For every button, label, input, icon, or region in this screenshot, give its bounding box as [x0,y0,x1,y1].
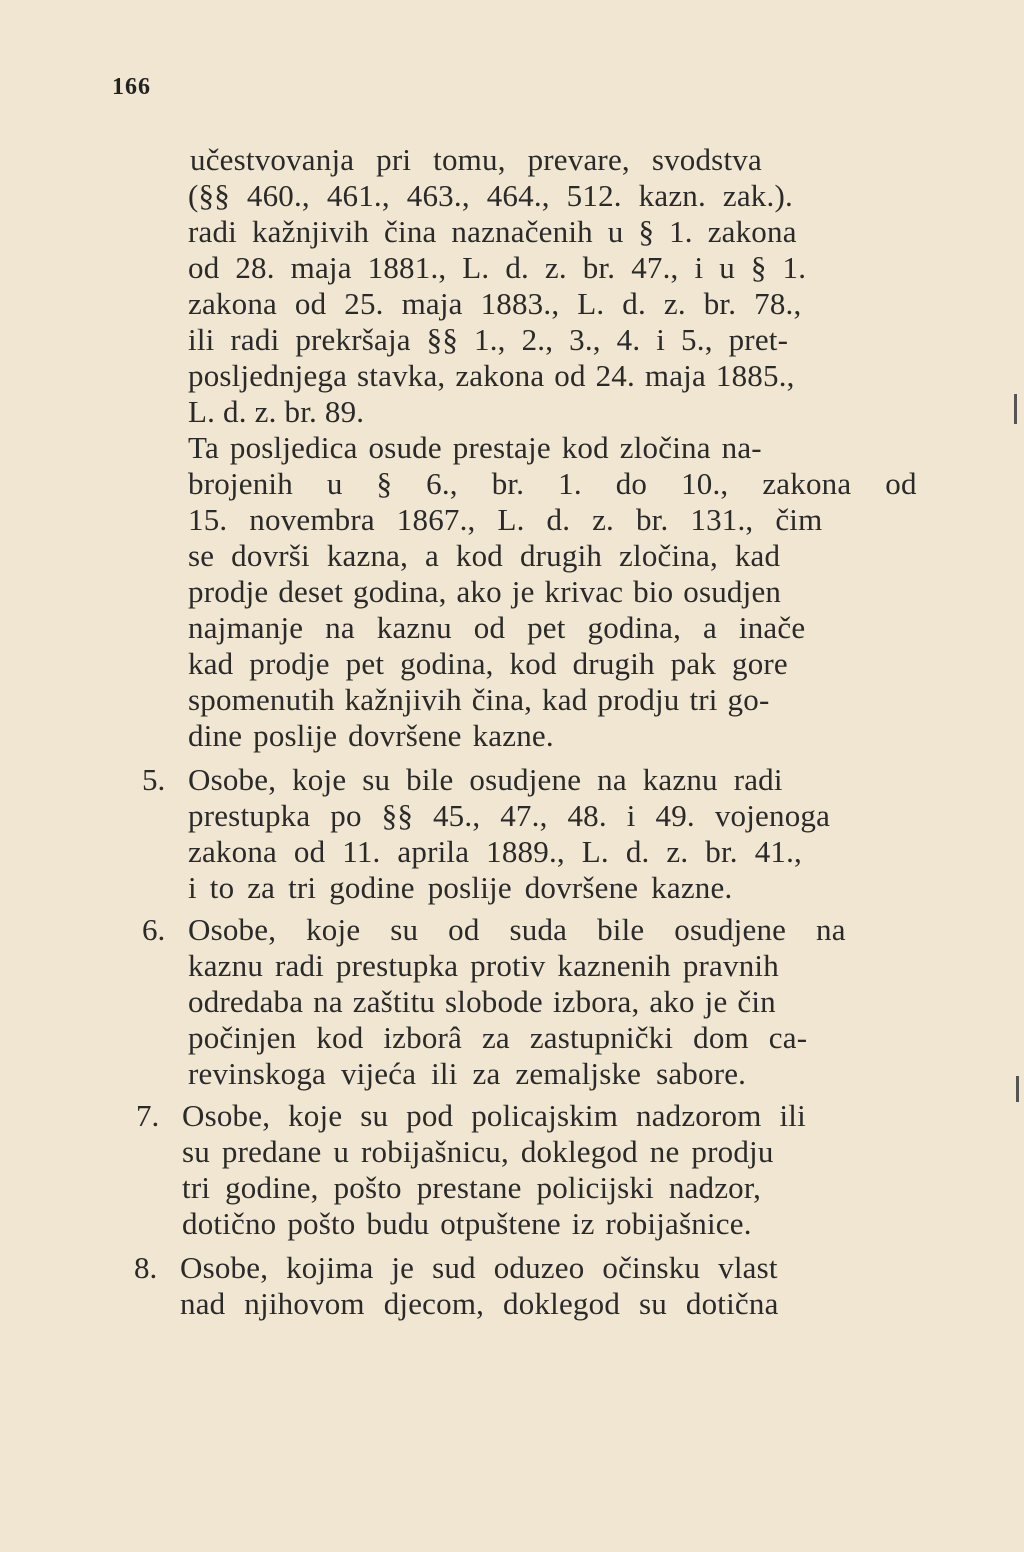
list-item-line: tri godine, pošto prestane policijski nadzor, [182,1170,762,1205]
list-item-line: i to za tri godine poslije dovršene kazne. [188,870,733,905]
list-item-line: dotično pošto budu otpuštene iz robijašnice. [182,1206,752,1241]
text-line: učestvovanja pri tomu, prevare, svodstva [190,142,762,177]
list-item-line: nad njihovom djecom, doklegod su dotična [180,1286,779,1321]
list-item-line: Osobe, koje su od suda bile osudjene na [188,912,846,947]
text-line: od 28. maja 1881., L. d. z. br. 47., i u § 1. [188,250,807,285]
list-item-line: odredaba na zaštitu slobode izbora, ako je čin [188,984,776,1019]
list-item-line: Osobe, kojima je sud oduzeo očinsku vlast [180,1250,778,1285]
text-line: dine poslije dovršene kazne. [188,718,554,753]
text-line: radi kažnjivih čina naznačenih u § 1. zakona [188,214,797,249]
list-item-number: 8. [134,1250,158,1285]
list-item-line: Osobe, koje su bile osudjene na kaznu radi [188,762,783,797]
list-item-line: zakona od 11. aprila 1889., L. d. z. br. 41., [188,834,803,869]
text-line: Ta posljedica osude prestaje kod zločina na- [188,430,762,465]
list-item-number: 6. [142,912,166,947]
text-line: (§§ 460., 461., 463., 464., 512. kazn. zak.). [188,178,793,213]
text-line: kad prodje pet godina, kod drugih pak gore [188,646,788,681]
scan-edge-mark [1016,1076,1019,1102]
text-line: zakona od 25. maja 1883., L. d. z. br. 78., [188,286,802,321]
text-line: brojenih u § 6., br. 1. do 10., zakona od [188,466,917,501]
scan-edge-mark [1014,394,1017,424]
list-item-line: kaznu radi prestupka protiv kaznenih pravnih [188,948,779,983]
text-line: ili radi prekršaja §§ 1., 2., 3., 4. i 5., pret- [188,322,789,357]
text-line: 15. novembra 1867., L. d. z. br. 131., čim [188,502,823,537]
list-item-line: prestupka po §§ 45., 47., 48. i 49. vojenoga [188,798,831,833]
text-line: prodje deset godina, ako je krivac bio osudjen [188,574,782,609]
text-line: spomenutih kažnjivih čina, kad prodju tri go- [188,682,770,717]
list-item-line: revinskoga vijeća ili za zemaljske sabore. [188,1056,747,1091]
list-item-line: Osobe, koje su pod policajskim nadzorom ili [182,1098,806,1133]
page-number: 166 [112,74,151,100]
list-item-line: počinjen kod izborâ za zastupnički dom ca- [188,1020,808,1055]
list-item-number: 7. [136,1098,160,1133]
list-item-line: su predane u robijašnicu, doklegod ne prodju [182,1134,774,1169]
text-line: se dovrši kazna, a kod drugih zločina, kad [188,538,781,573]
text-line: najmanje na kaznu od pet godina, a inače [188,610,806,645]
text-line: posljednjega stavka, zakona od 24. maja 1885., [188,358,795,393]
list-item-number: 5. [142,762,166,797]
text-line: L. d. z. br. 89. [188,394,365,429]
